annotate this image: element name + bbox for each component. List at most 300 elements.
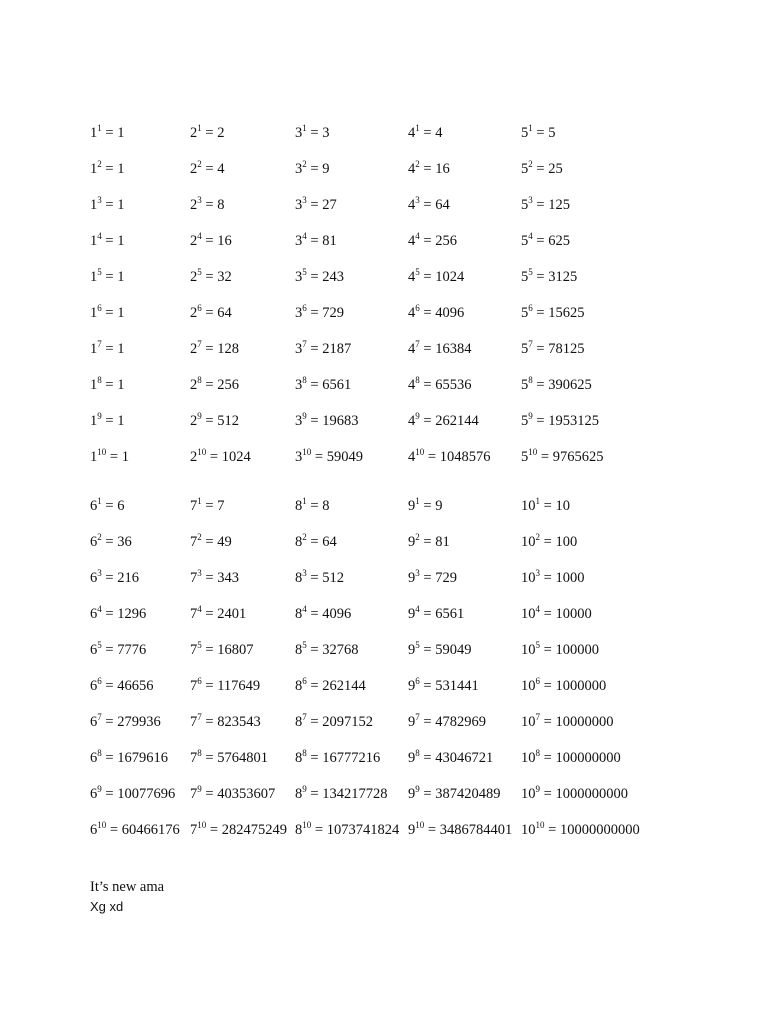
power-base: 7 bbox=[190, 642, 198, 658]
power-exponent: 2 bbox=[197, 159, 202, 169]
power-value: 64 bbox=[217, 305, 232, 321]
power-value: 4 bbox=[435, 125, 443, 141]
power-base: 4 bbox=[408, 125, 416, 141]
power-value: 1073741824 bbox=[326, 822, 400, 838]
power-entry bbox=[190, 123, 224, 143]
power-base: 8 bbox=[295, 750, 303, 766]
power-exponent: 1 bbox=[415, 496, 420, 506]
power-exponent: 2 bbox=[97, 532, 102, 542]
power-value: 256 bbox=[217, 377, 239, 393]
power-value: 3486784401 bbox=[439, 822, 513, 838]
power-base: 7 bbox=[190, 570, 198, 586]
power-base: 2 bbox=[190, 269, 198, 285]
equals-sign: = bbox=[419, 413, 436, 429]
equals-sign: = bbox=[311, 449, 327, 465]
power-entry bbox=[521, 303, 584, 323]
power-base: 4 bbox=[408, 341, 416, 357]
power-exponent: 2 bbox=[415, 159, 420, 169]
power-entry bbox=[521, 820, 640, 840]
power-exponent: 1 bbox=[302, 496, 307, 506]
power-exponent: 4 bbox=[302, 231, 307, 241]
power-base: 8 bbox=[295, 714, 303, 730]
power-base: 7 bbox=[190, 750, 198, 766]
power-exponent: 8 bbox=[197, 748, 202, 758]
equals-sign: = bbox=[101, 642, 118, 658]
power-entry bbox=[190, 303, 232, 323]
equals-sign: = bbox=[101, 233, 118, 249]
power-exponent: 6 bbox=[528, 303, 533, 313]
equals-sign: = bbox=[540, 498, 556, 514]
power-value: 1 bbox=[121, 449, 129, 465]
power-value: 10000000000 bbox=[559, 822, 640, 838]
power-exponent: 7 bbox=[415, 339, 420, 349]
power-entry bbox=[408, 532, 450, 552]
power-base: 8 bbox=[295, 570, 303, 586]
power-value: 1 bbox=[117, 197, 125, 213]
power-exponent: 7 bbox=[415, 712, 420, 722]
power-base: 1 bbox=[90, 377, 98, 393]
power-base: 1 bbox=[90, 305, 98, 321]
power-entry bbox=[408, 375, 471, 395]
power-base: 10 bbox=[521, 678, 536, 694]
equals-sign: = bbox=[201, 498, 218, 514]
power-exponent: 10 bbox=[197, 820, 207, 830]
power-value: 9 bbox=[322, 161, 330, 177]
power-value: 256 bbox=[435, 233, 457, 249]
power-value: 262144 bbox=[435, 413, 479, 429]
equals-sign: = bbox=[419, 197, 436, 213]
equals-sign: = bbox=[306, 377, 323, 393]
power-exponent: 10 bbox=[302, 820, 312, 830]
equals-sign: = bbox=[540, 606, 556, 622]
power-exponent: 4 bbox=[302, 604, 307, 614]
power-entry bbox=[90, 303, 124, 323]
power-exponent: 5 bbox=[97, 640, 102, 650]
power-exponent: 9 bbox=[97, 784, 102, 794]
power-entry bbox=[295, 195, 337, 215]
power-exponent: 10 bbox=[415, 447, 425, 457]
power-exponent: 7 bbox=[97, 339, 102, 349]
power-entry bbox=[521, 123, 555, 143]
equals-sign: = bbox=[306, 534, 323, 550]
power-entry bbox=[295, 712, 373, 732]
power-entry bbox=[521, 568, 584, 588]
power-base: 5 bbox=[521, 377, 529, 393]
power-exponent: 5 bbox=[535, 640, 540, 650]
power-value: 100000000 bbox=[555, 750, 621, 766]
power-value: 117649 bbox=[217, 678, 261, 694]
power-value: 32 bbox=[217, 269, 232, 285]
equals-sign: = bbox=[101, 125, 118, 141]
note-line-2: Xg xd bbox=[90, 899, 124, 914]
power-entry bbox=[90, 676, 153, 696]
power-value: 16 bbox=[435, 161, 450, 177]
power-value: 19683 bbox=[322, 413, 359, 429]
equals-sign: = bbox=[201, 269, 218, 285]
power-entry bbox=[90, 604, 146, 624]
power-entry bbox=[190, 676, 260, 696]
power-entry bbox=[521, 447, 603, 467]
power-exponent: 2 bbox=[302, 159, 307, 169]
power-entry bbox=[295, 159, 329, 179]
equals-sign: = bbox=[306, 233, 323, 249]
power-value: 27 bbox=[322, 197, 337, 213]
power-base: 6 bbox=[90, 786, 98, 802]
power-base: 9 bbox=[408, 642, 416, 658]
power-exponent: 5 bbox=[415, 640, 420, 650]
power-exponent: 8 bbox=[528, 375, 533, 385]
equals-sign: = bbox=[201, 377, 218, 393]
power-exponent: 3 bbox=[302, 195, 307, 205]
power-base: 9 bbox=[408, 786, 416, 802]
power-exponent: 8 bbox=[415, 375, 420, 385]
equals-sign: = bbox=[201, 413, 218, 429]
power-exponent: 1 bbox=[197, 496, 202, 506]
power-base: 4 bbox=[408, 449, 416, 465]
power-base: 7 bbox=[190, 822, 198, 838]
power-entry bbox=[295, 303, 344, 323]
power-exponent: 3 bbox=[197, 195, 202, 205]
power-entry bbox=[408, 604, 464, 624]
power-entry bbox=[190, 231, 232, 251]
power-entry bbox=[521, 748, 621, 768]
power-exponent: 1 bbox=[528, 123, 533, 133]
power-exponent: 3 bbox=[535, 568, 540, 578]
power-entry bbox=[90, 375, 124, 395]
power-base: 2 bbox=[190, 125, 198, 141]
power-entry bbox=[295, 339, 351, 359]
power-value: 1048576 bbox=[439, 449, 491, 465]
power-exponent: 6 bbox=[302, 303, 307, 313]
power-base: 5 bbox=[521, 197, 529, 213]
power-exponent: 3 bbox=[415, 195, 420, 205]
power-entry bbox=[90, 159, 124, 179]
power-exponent: 8 bbox=[97, 375, 102, 385]
power-base: 6 bbox=[90, 678, 98, 694]
power-base: 9 bbox=[408, 678, 416, 694]
power-entry bbox=[190, 195, 224, 215]
power-entry bbox=[408, 303, 464, 323]
power-entry bbox=[295, 267, 344, 287]
power-base: 1 bbox=[90, 161, 98, 177]
power-value: 343 bbox=[217, 570, 239, 586]
power-base: 8 bbox=[295, 606, 303, 622]
power-entry bbox=[408, 748, 493, 768]
power-base: 9 bbox=[408, 570, 416, 586]
power-value: 1000 bbox=[555, 570, 585, 586]
equals-sign: = bbox=[101, 606, 118, 622]
power-value: 32768 bbox=[322, 642, 359, 658]
power-exponent: 1 bbox=[97, 496, 102, 506]
power-base: 10 bbox=[521, 786, 536, 802]
equals-sign: = bbox=[419, 750, 436, 766]
power-base: 5 bbox=[521, 233, 529, 249]
equals-sign: = bbox=[106, 449, 122, 465]
power-entry bbox=[521, 640, 599, 660]
power-value: 43046721 bbox=[435, 750, 494, 766]
power-value: 128 bbox=[217, 341, 239, 357]
power-exponent: 7 bbox=[302, 339, 307, 349]
power-base: 1 bbox=[90, 341, 98, 357]
power-base: 1 bbox=[90, 233, 98, 249]
equals-sign: = bbox=[532, 161, 549, 177]
power-base: 3 bbox=[295, 413, 303, 429]
power-value: 7 bbox=[217, 498, 225, 514]
power-base: 3 bbox=[295, 341, 303, 357]
power-value: 60466176 bbox=[121, 822, 180, 838]
power-entry bbox=[295, 568, 344, 588]
power-exponent: 8 bbox=[302, 748, 307, 758]
power-entry bbox=[90, 712, 161, 732]
equals-sign: = bbox=[201, 197, 218, 213]
power-exponent: 7 bbox=[302, 712, 307, 722]
power-base: 1 bbox=[90, 269, 98, 285]
equals-sign: = bbox=[201, 534, 218, 550]
equals-sign: = bbox=[424, 449, 440, 465]
power-exponent: 9 bbox=[97, 411, 102, 421]
power-base: 7 bbox=[190, 606, 198, 622]
power-base: 2 bbox=[190, 233, 198, 249]
equals-sign: = bbox=[419, 125, 436, 141]
power-entry bbox=[521, 231, 570, 251]
power-base: 6 bbox=[90, 822, 98, 838]
power-entry bbox=[90, 640, 146, 660]
power-base: 4 bbox=[408, 377, 416, 393]
power-exponent: 4 bbox=[97, 604, 102, 614]
power-exponent: 3 bbox=[415, 568, 420, 578]
power-entry bbox=[190, 159, 224, 179]
power-value: 46656 bbox=[117, 678, 154, 694]
equals-sign: = bbox=[306, 125, 323, 141]
power-exponent: 3 bbox=[97, 195, 102, 205]
power-base: 1 bbox=[90, 197, 98, 213]
power-exponent: 5 bbox=[302, 267, 307, 277]
equals-sign: = bbox=[540, 642, 556, 658]
power-entry bbox=[295, 447, 363, 467]
power-value: 5764801 bbox=[217, 750, 268, 766]
equals-sign: = bbox=[201, 786, 218, 802]
power-exponent: 3 bbox=[197, 568, 202, 578]
power-value: 3 bbox=[322, 125, 330, 141]
power-value: 512 bbox=[322, 570, 344, 586]
power-entry bbox=[190, 532, 232, 552]
equals-sign: = bbox=[532, 197, 549, 213]
equals-sign: = bbox=[532, 377, 549, 393]
power-entry bbox=[408, 123, 442, 143]
power-exponent: 7 bbox=[528, 339, 533, 349]
power-entry bbox=[90, 267, 124, 287]
power-entry bbox=[295, 676, 366, 696]
power-value: 390625 bbox=[548, 377, 592, 393]
power-base: 2 bbox=[190, 413, 198, 429]
power-entry bbox=[90, 195, 124, 215]
equals-sign: = bbox=[101, 498, 118, 514]
equals-sign: = bbox=[306, 714, 323, 730]
power-exponent: 3 bbox=[302, 568, 307, 578]
power-value: 1296 bbox=[117, 606, 147, 622]
power-exponent: 10 bbox=[302, 447, 312, 457]
power-entry bbox=[521, 784, 628, 804]
power-exponent: 2 bbox=[528, 159, 533, 169]
power-value: 59049 bbox=[435, 642, 472, 658]
power-exponent: 1 bbox=[197, 123, 202, 133]
power-value: 64 bbox=[322, 534, 337, 550]
power-entry bbox=[521, 676, 606, 696]
power-entry bbox=[408, 159, 450, 179]
power-exponent: 10 bbox=[97, 820, 107, 830]
power-entry bbox=[90, 123, 124, 143]
power-base: 8 bbox=[295, 822, 303, 838]
power-base: 7 bbox=[190, 714, 198, 730]
power-base: 8 bbox=[295, 786, 303, 802]
power-value: 6561 bbox=[322, 377, 352, 393]
power-base: 2 bbox=[190, 161, 198, 177]
power-entry bbox=[408, 496, 442, 516]
power-exponent: 6 bbox=[302, 676, 307, 686]
power-entry bbox=[295, 496, 329, 516]
equals-sign: = bbox=[101, 305, 118, 321]
note-line-1: It’s new ama bbox=[90, 879, 165, 895]
equals-sign: = bbox=[306, 570, 323, 586]
power-exponent: 1 bbox=[97, 123, 102, 133]
power-value: 59049 bbox=[326, 449, 363, 465]
power-entry bbox=[521, 604, 592, 624]
power-entry bbox=[90, 532, 132, 552]
equals-sign: = bbox=[532, 341, 549, 357]
equals-sign: = bbox=[532, 305, 549, 321]
power-exponent: 9 bbox=[535, 784, 540, 794]
power-base: 6 bbox=[90, 714, 98, 730]
equals-sign: = bbox=[540, 570, 556, 586]
power-value: 2097152 bbox=[322, 714, 373, 730]
power-base: 2 bbox=[190, 197, 198, 213]
power-value: 1 bbox=[117, 269, 125, 285]
power-entry bbox=[408, 784, 500, 804]
power-value: 8 bbox=[217, 197, 225, 213]
power-entry bbox=[190, 604, 246, 624]
equals-sign: = bbox=[419, 269, 436, 285]
equals-sign: = bbox=[101, 678, 118, 694]
power-entry bbox=[190, 411, 239, 431]
power-value: 15625 bbox=[548, 305, 585, 321]
power-exponent: 1 bbox=[415, 123, 420, 133]
equals-sign: = bbox=[532, 125, 549, 141]
power-value: 5 bbox=[548, 125, 556, 141]
power-entry bbox=[408, 447, 490, 467]
power-exponent: 8 bbox=[197, 375, 202, 385]
power-base: 5 bbox=[521, 269, 529, 285]
power-value: 216 bbox=[117, 570, 139, 586]
power-entry bbox=[90, 784, 175, 804]
equals-sign: = bbox=[201, 750, 218, 766]
power-base: 3 bbox=[295, 197, 303, 213]
power-exponent: 9 bbox=[528, 411, 533, 421]
power-entry bbox=[295, 604, 351, 624]
power-entry bbox=[408, 231, 457, 251]
equals-sign: = bbox=[201, 570, 218, 586]
equals-sign: = bbox=[201, 305, 218, 321]
equals-sign: = bbox=[201, 678, 218, 694]
power-value: 134217728 bbox=[322, 786, 388, 802]
power-value: 1000000 bbox=[555, 678, 607, 694]
power-value: 81 bbox=[435, 534, 450, 550]
power-exponent: 6 bbox=[415, 676, 420, 686]
power-entry bbox=[521, 496, 570, 516]
power-value: 6 bbox=[117, 498, 125, 514]
power-value: 2 bbox=[217, 125, 225, 141]
power-exponent: 2 bbox=[415, 532, 420, 542]
power-value: 8 bbox=[322, 498, 330, 514]
power-entry bbox=[521, 375, 592, 395]
power-value: 10000000 bbox=[555, 714, 614, 730]
power-exponent: 3 bbox=[97, 568, 102, 578]
power-exponent: 3 bbox=[528, 195, 533, 205]
power-value: 1953125 bbox=[548, 413, 599, 429]
equals-sign: = bbox=[419, 678, 436, 694]
power-exponent: 5 bbox=[528, 267, 533, 277]
power-entry bbox=[295, 123, 329, 143]
power-entry bbox=[408, 195, 450, 215]
equals-sign: = bbox=[101, 341, 118, 357]
power-value: 1 bbox=[117, 413, 125, 429]
power-base: 3 bbox=[295, 269, 303, 285]
power-value: 531441 bbox=[435, 678, 479, 694]
power-entry bbox=[190, 267, 232, 287]
power-entry bbox=[295, 820, 399, 840]
equals-sign: = bbox=[306, 750, 323, 766]
power-exponent: 9 bbox=[302, 784, 307, 794]
power-entry bbox=[295, 231, 337, 251]
power-exponent: 9 bbox=[415, 411, 420, 421]
power-value: 1679616 bbox=[117, 750, 168, 766]
equals-sign: = bbox=[419, 377, 436, 393]
power-value: 65536 bbox=[435, 377, 472, 393]
equals-sign: = bbox=[101, 377, 118, 393]
power-value: 40353607 bbox=[217, 786, 276, 802]
power-entry bbox=[521, 712, 613, 732]
equals-sign: = bbox=[419, 570, 436, 586]
power-value: 100000 bbox=[555, 642, 599, 658]
equals-sign: = bbox=[544, 822, 560, 838]
power-exponent: 6 bbox=[97, 676, 102, 686]
power-value: 4096 bbox=[322, 606, 352, 622]
power-exponent: 7 bbox=[97, 712, 102, 722]
power-base: 8 bbox=[295, 498, 303, 514]
power-base: 1 bbox=[90, 125, 98, 141]
power-exponent: 4 bbox=[197, 604, 202, 614]
power-base: 4 bbox=[408, 269, 416, 285]
power-value: 16777216 bbox=[322, 750, 381, 766]
power-exponent: 8 bbox=[415, 748, 420, 758]
power-entry bbox=[295, 532, 337, 552]
power-entry bbox=[408, 568, 457, 588]
power-base: 7 bbox=[190, 678, 198, 694]
power-exponent: 6 bbox=[97, 303, 102, 313]
equals-sign: = bbox=[306, 269, 323, 285]
power-base: 9 bbox=[408, 606, 416, 622]
power-exponent: 9 bbox=[197, 784, 202, 794]
equals-sign: = bbox=[201, 642, 218, 658]
power-base: 6 bbox=[90, 606, 98, 622]
equals-sign: = bbox=[306, 197, 323, 213]
power-base: 5 bbox=[521, 341, 529, 357]
power-value: 16807 bbox=[217, 642, 254, 658]
power-base: 3 bbox=[295, 233, 303, 249]
equals-sign: = bbox=[540, 750, 556, 766]
equals-sign: = bbox=[306, 606, 323, 622]
power-value: 49 bbox=[217, 534, 232, 550]
power-base: 2 bbox=[190, 377, 198, 393]
